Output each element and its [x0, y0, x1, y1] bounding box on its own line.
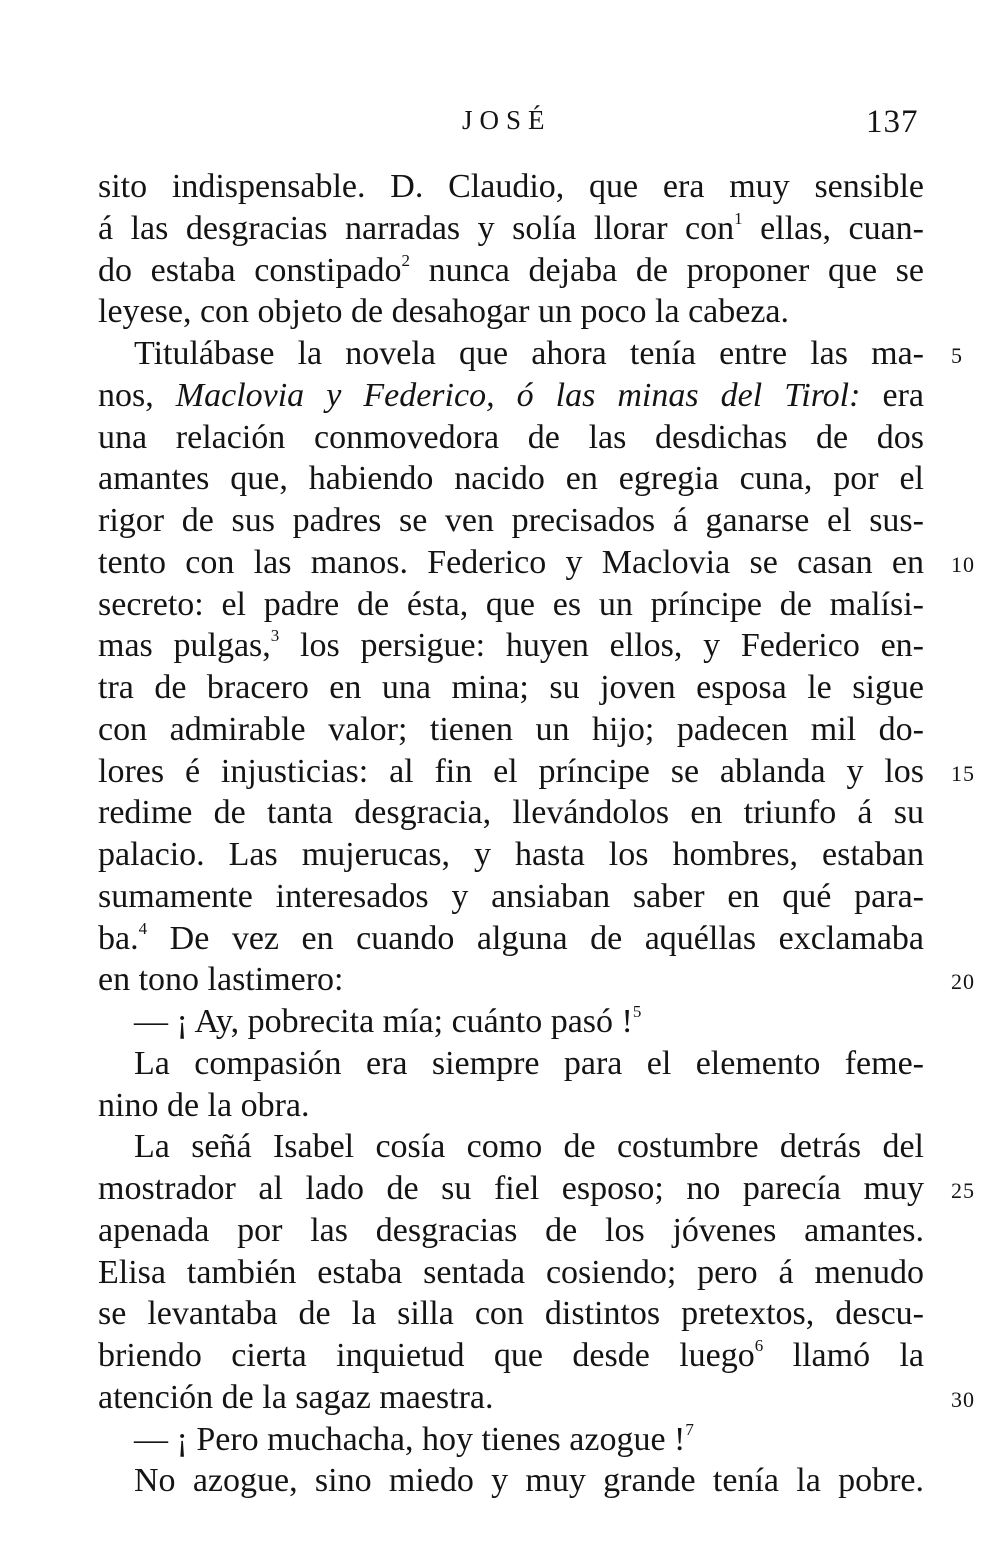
text-segment: amantes que, habiendo nacido en egregia cuna, por el: [98, 460, 924, 498]
text-segment: se levantaba de la silla con distintos pretextos, descu-: [98, 1295, 924, 1333]
line-text: [134, 1128, 924, 1165]
text-line: [98, 1293, 924, 1335]
line-text: [98, 252, 924, 289]
text-segment: con admirable valor; tienen un hijo; padecen mil do-: [98, 710, 924, 748]
footnote-marker: 6: [754, 1336, 764, 1355]
line-text: [98, 460, 924, 497]
text-line: [98, 1001, 924, 1043]
text-line: [98, 417, 924, 459]
text-line: [98, 250, 924, 292]
line-text: [98, 1379, 494, 1416]
text-line: [98, 1460, 924, 1502]
text-segment: nos,: [98, 376, 176, 414]
line-text: [98, 1337, 924, 1374]
text-line: [98, 1252, 924, 1294]
page-number: 137: [866, 104, 919, 140]
text-segment: briendo cierta inquietud que desde luego: [98, 1337, 755, 1374]
line-text: [98, 1170, 924, 1207]
text-line: [98, 208, 924, 250]
line-text: [98, 210, 924, 247]
text-line: [98, 375, 924, 417]
line-text: [98, 377, 924, 414]
line-text: [98, 1254, 924, 1291]
text-segment: á las desgracias narradas y solía llorar con: [98, 209, 735, 247]
text-line: [98, 458, 924, 500]
line-text: [134, 1045, 924, 1082]
text-line: [98, 959, 975, 1001]
text-segment: lores é injusticias: al fin el príncipe se ablanda y los: [98, 752, 924, 790]
text-line: [98, 834, 924, 876]
line-text: [98, 627, 924, 664]
text-segment: sumamente interesados y ansiaban saber en qué para-: [98, 877, 924, 915]
margin-line-number: 25: [951, 1178, 975, 1203]
line-text: [98, 544, 924, 581]
text-line: [98, 500, 924, 542]
text-segment: — ¡ Pero muchacha, hoy tienes azogue !: [134, 1420, 686, 1458]
text-segment: redime de tanta desgracia, llevándolos en triunfo á su: [98, 794, 924, 832]
text-line: [98, 667, 924, 709]
text-segment: tra de bracero en una mina; su joven esposa le sigue: [98, 669, 924, 706]
italic-title: Maclovia y Federico, ó las minas del Tirol:: [175, 376, 861, 414]
text-line: [98, 1085, 924, 1127]
text-segment: ba.: [98, 919, 139, 957]
text-line: [98, 542, 975, 584]
footnote-marker: 5: [632, 1002, 642, 1021]
text-segment: atención de la sagaz maestra.: [98, 1378, 494, 1416]
text-segment: La compasión era siempre para el elemento feme-: [134, 1044, 924, 1082]
body-text: [98, 166, 975, 1502]
text-segment: en tono lastimero:: [98, 961, 344, 999]
text-segment: Elisa también estaba sentada cosiendo; pero á menudo: [98, 1253, 924, 1291]
text-segment: palacio. Las mujerucas, y hasta los hombres, estaban: [98, 836, 924, 873]
text-line: [98, 1043, 924, 1085]
line-text: [134, 335, 924, 372]
line-text: [98, 502, 924, 539]
text-segment: do estaba constipado: [98, 251, 402, 289]
line-text: [134, 1003, 641, 1040]
text-line: [98, 709, 924, 751]
text-segment: apenada por las desgracias de los jóvenes amantes.: [98, 1211, 924, 1249]
text-line: [98, 584, 924, 626]
text-segment: No azogue, sino miedo y muy grande tenía la pobre.: [134, 1462, 924, 1500]
text-line: [98, 1126, 924, 1168]
text-line: [98, 1377, 975, 1419]
line-text: [134, 1421, 694, 1458]
text-segment: mas pulgas,: [98, 627, 271, 665]
text-line: [98, 625, 924, 667]
margin-line-number: 10: [951, 551, 975, 577]
line-text: [98, 711, 924, 748]
line-text: [98, 961, 344, 998]
margin-line-number: 20: [951, 969, 975, 995]
text-segment: mostrador al lado de su fiel esposo; no parecía muy: [98, 1170, 924, 1207]
footnote-marker: 7: [685, 1419, 694, 1439]
footnote-marker: 1: [734, 208, 743, 228]
line-text: [98, 836, 924, 873]
text-line: [98, 1168, 975, 1210]
line-text: [98, 753, 924, 790]
text-segment: era: [860, 376, 924, 414]
text-line: [98, 918, 924, 960]
running-title: JOSÉ: [462, 105, 552, 135]
text-line: [98, 751, 975, 793]
footnote-marker: 4: [138, 918, 148, 938]
text-segment: una relación conmovedora de las desdichas de dos: [98, 418, 924, 456]
line-text: [98, 1295, 924, 1332]
margin-line-number: 5: [951, 343, 963, 368]
text-line: [98, 1335, 924, 1377]
text-line: [98, 792, 924, 834]
text-line: [98, 333, 963, 375]
line-text: [98, 586, 924, 623]
footnote-marker: 2: [401, 250, 411, 270]
page-header: [0, 100, 1000, 150]
line-text: [98, 878, 924, 915]
text-line: [98, 1419, 924, 1461]
text-segment: los persigue: huyen ellos, y Federico en-: [279, 627, 924, 665]
line-text: [98, 794, 924, 831]
text-line: [98, 291, 924, 333]
line-text: [98, 168, 924, 205]
line-text: [98, 1087, 310, 1124]
footnote-marker: 3: [270, 626, 280, 646]
margin-line-number: 30: [951, 1386, 975, 1412]
text-segment: secreto: el padre de ésta, que es un príncipe de malísi-: [98, 585, 924, 623]
line-text: [98, 419, 924, 456]
text-segment: La señá Isabel cosía como de costumbre detrás del: [134, 1128, 924, 1166]
line-text: [98, 1212, 924, 1249]
line-text: [98, 920, 924, 957]
text-segment: nino de la obra.: [98, 1086, 310, 1124]
text-segment: nunca dejaba de proponer que se: [410, 251, 924, 289]
line-text: [98, 293, 789, 330]
line-text: [98, 669, 924, 706]
line-text: [134, 1462, 924, 1499]
text-line: [98, 876, 924, 918]
text-segment: De vez en cuando alguna de aquéllas exclamaba: [147, 919, 924, 957]
text-segment: rigor de sus padres se ven precisados á ganarse el sus-: [98, 502, 924, 539]
text-segment: sito indispensable. D. Claudio, que era muy sensible: [98, 168, 924, 205]
text-line: [98, 1210, 924, 1252]
text-segment: — ¡ Ay, pobrecita mía; cuánto pasó !: [134, 1003, 633, 1040]
text-segment: llamó la: [763, 1337, 924, 1374]
text-line: [98, 166, 924, 208]
text-segment: tento con las manos. Federico y Maclovia se casan en: [98, 543, 924, 581]
margin-line-number: 15: [951, 760, 975, 786]
text-segment: leyese, con objeto de desahogar un poco la cabeza.: [98, 293, 790, 331]
text-segment: Titulábase la novela que ahora tenía entre las ma-: [134, 335, 924, 372]
text-segment: ellas, cuan-: [742, 209, 924, 247]
